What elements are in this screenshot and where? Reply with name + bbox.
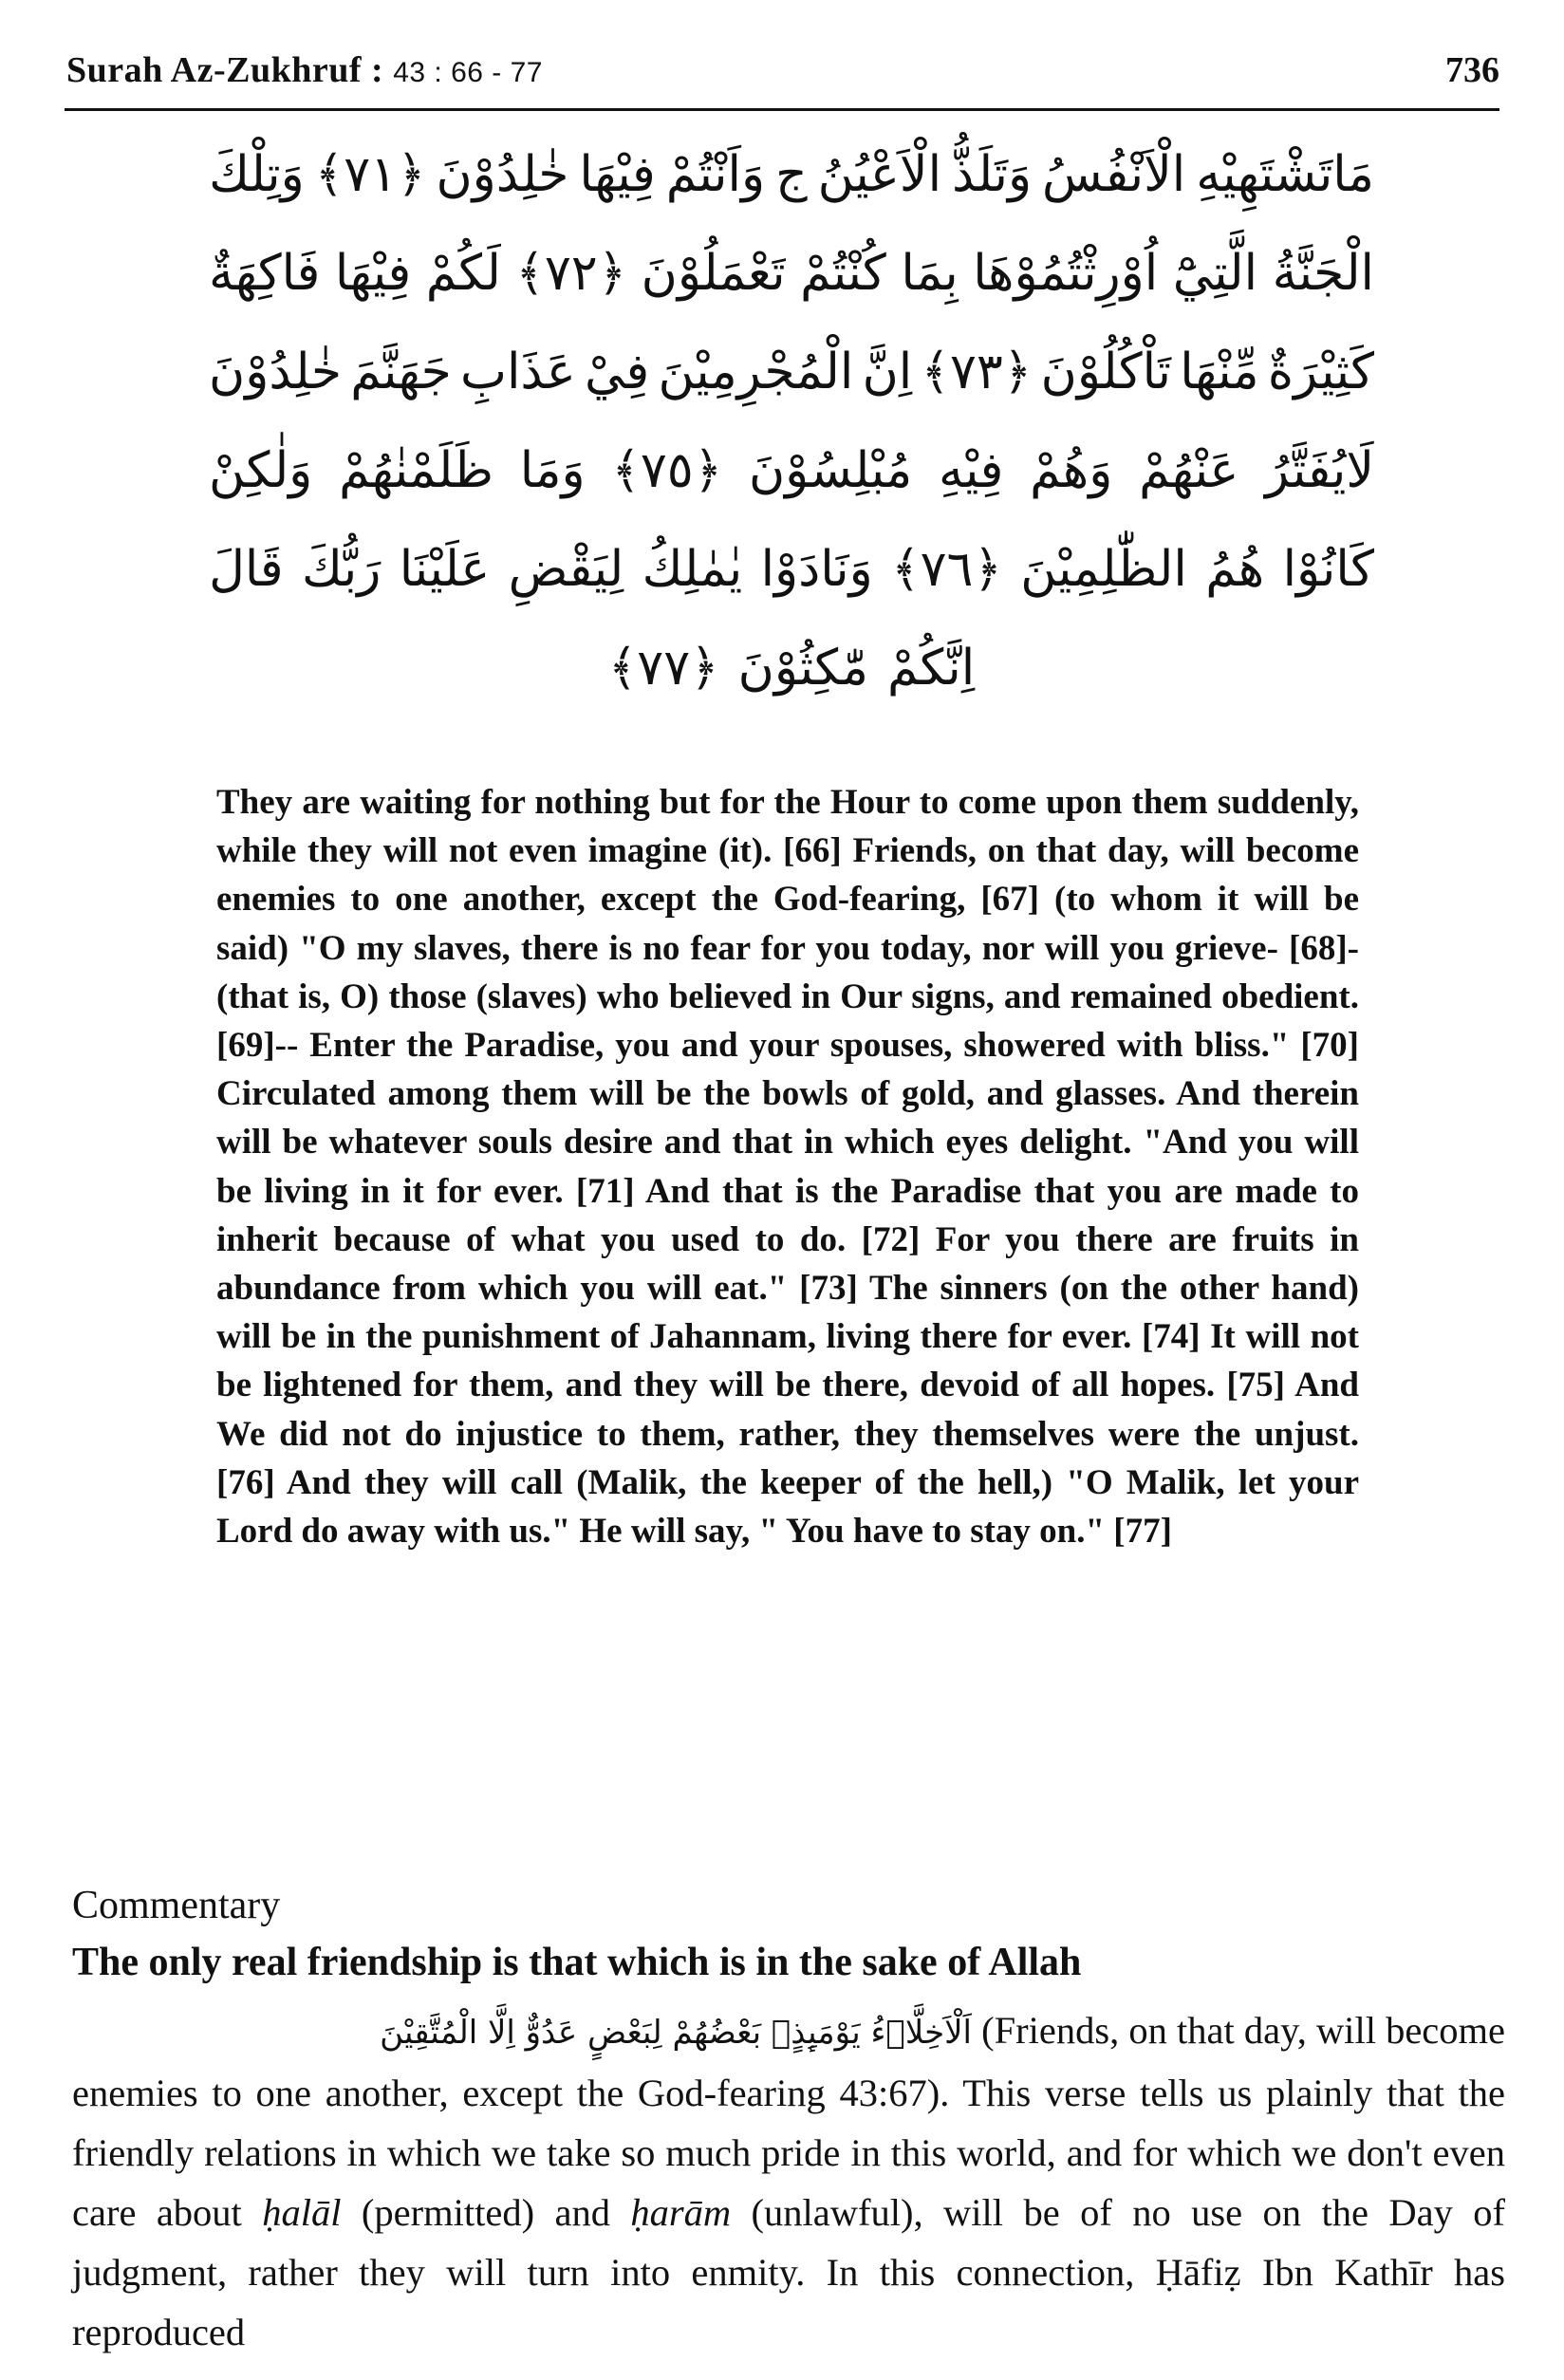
arabic-word: لِيَقْضِ (508, 541, 624, 598)
section-heading: The only real friendship is that which is in the sake of Allah (72, 1941, 1082, 1984)
arabic-word: فِيْهِ (938, 442, 1004, 499)
arabic-line (209, 520, 1374, 619)
arabic-word: الْاَنْفُسُ (1042, 146, 1186, 203)
arabic-line (209, 323, 1374, 421)
arabic-word: وَهُمْ (1030, 442, 1113, 499)
verse-quote-translation: (Friends, on that day, will become (981, 2009, 1505, 2052)
arabic-word: مِّنْهَا (1180, 344, 1259, 400)
arabic-line (209, 224, 1374, 323)
verse-quote-arabic: اَلْاَخِلَّاۗءُ يَوْمَىِٕذٍۢ بَعْضُهُمْ لِبَعْضٍ عَدُوٌّ اِلَّا الْمُتَّقِيْنَ (380, 2014, 972, 2052)
page-header (65, 49, 1499, 111)
arabic-word: عَلَيْنَا (399, 541, 491, 598)
arabic-word: الْمُجْرِمِيْنَ (658, 344, 854, 400)
arabic-word: وَنَادَوْا (760, 541, 873, 598)
page-number: 736 (1445, 50, 1499, 90)
arabic-word: ﴿٧٦﴾ (891, 541, 1002, 598)
arabic-word: قَالَ (209, 541, 284, 598)
commentary-heading: Commentary (72, 1884, 281, 1927)
arabic-word: عَنْهُمْ (1139, 442, 1239, 499)
arabic-word: وَتِلْكَ (209, 146, 305, 203)
arabic-word: فِيْ (585, 344, 650, 400)
arabic-word: الَّتِيْٓ (1172, 245, 1258, 302)
arabic-word: خٰلِدُوْنَ (209, 344, 342, 400)
arabic-line (209, 125, 1374, 224)
arabic-word: ﴿٧٣﴾ (921, 344, 1033, 400)
arabic-word: الظّٰلِمِيْنَ (1020, 541, 1187, 598)
verse-range: 43 : 66 - 77 (393, 57, 543, 88)
surah-name: Surah Az-Zukhruf : (66, 50, 384, 90)
arabic-word: ﴿٧١﴾ (314, 146, 426, 203)
arabic-word: فَاكِهَةٌ (209, 245, 321, 302)
arabic-word: اِنَّكُمْ (886, 640, 976, 697)
arabic-word: ظَلَمْنٰهُمْ (339, 442, 494, 499)
arabic-verses (209, 125, 1374, 733)
arabic-word: ﴿٧٧﴾ (607, 640, 719, 697)
commentary-text-part-3: (unlawful), will be of no use on the Day of judgment, rather they will turn into enmity. In this connection, Ḥāfiẓ Ibn Kathīr has reproduced (72, 2191, 1505, 2353)
arabic-word: عَذَابِ (460, 344, 576, 400)
arabic-word: مّٰكِثُوْنَ (737, 640, 868, 697)
arabic-word: ﴿٧٢﴾ (515, 245, 627, 302)
commentary-first-line (72, 2000, 1505, 2063)
commentary-text-part-2: (permitted) and (341, 2191, 631, 2234)
translation-paragraph: They are waiting for nothing but for the Hour to come upon them suddenly, while they will not even imagine (it). [66] Friends, on that day, will become enemies to one another, except the God-fearing, [67] (to whom it will be said) "O my slaves, there is no fear for you today, nor will you grieve- [68]-(that is, O) those (slaves) who believed in Our signs, and remained obedient. [69]-- Enter the Paradise, you and your spouses, showered with bliss." [70] Circulated among them will be the bowls of gold, and glasses. And therein will be whatever souls desire and that in which eyes delight. "And you will be living in it for ever. [71] And that is the Paradise that you are made to inherit because of what you used to do. [72] For you there are fruits in abundance from which you will eat." [73] The sinners (on the other hand) will be in the punishment of Jahannam, living there for ever. [74] It will not be lightened for them, and they will be there, devoid of all hopes. [75] And We did not do injustice to them, rather, they themselves were the unjust. [76] And they will call (Malik, the keeper of the hell,) "O Malik, let your Lord do away with us." He will say, " You have to stay on." [77] (216, 783, 1359, 1552)
arabic-word: لَكُمْ (425, 245, 501, 302)
term-haram: ḥarām (630, 2191, 732, 2234)
arabic-word: يٰمٰلِكُ (642, 541, 743, 598)
arabic-word: كُنْتُمْ (800, 245, 886, 302)
arabic-word: تَاْكُلُوْنَ (1040, 344, 1171, 400)
arabic-word: الْاَعْيُنُ (817, 146, 942, 203)
running-title (66, 49, 543, 91)
arabic-word: مُبْلِسُوْنَ (748, 442, 913, 499)
arabic-word: لَايُفَتَّرُ (1265, 442, 1374, 499)
arabic-word: هُمُ (1205, 541, 1265, 598)
arabic-word: اُوْرِثْتُمُوْهَا (973, 245, 1159, 302)
arabic-word: كَانُوْا (1282, 541, 1374, 598)
arabic-word: وَلٰكِنْ (209, 442, 313, 499)
arabic-word: رَبُّكَ (301, 541, 382, 598)
arabic-word: ج (775, 146, 808, 203)
arabic-word: وَتَلَذُّ (951, 146, 1033, 203)
arabic-word: كَثِيْرَةٌ (1267, 344, 1374, 400)
arabic-word: وَاَنْتُمْ (665, 146, 766, 203)
arabic-word: تَعْمَلُوْنَ (641, 245, 786, 302)
arabic-word: فِيْهَا (579, 146, 656, 203)
arabic-word: فِيْهَا (334, 245, 412, 302)
arabic-word: خٰلِدُوْنَ (436, 146, 569, 203)
arabic-word: ﴿٧٥﴾ (611, 442, 723, 499)
arabic-word: وَمَا (519, 442, 586, 499)
arabic-word: مَاتَشْتَهِيْهِ (1196, 146, 1374, 203)
term-halal: ḥalāl (262, 2191, 342, 2234)
arabic-word: الْجَنَّةُ (1272, 245, 1374, 302)
arabic-line (209, 421, 1374, 520)
arabic-word: بِمَا (901, 245, 959, 302)
commentary-text-part-1: enemies to one another, except the God-fearing 43:67). This verse tells us plainly that the friendly relations in which we take so much pride in this world, and for which we don't even care about (72, 2072, 1505, 2234)
arabic-word: اِنَّ (862, 344, 913, 400)
commentary-paragraph (72, 2000, 1505, 2362)
arabic-word: جَهَنَّمَ (350, 344, 452, 400)
arabic-line (209, 619, 1374, 717)
